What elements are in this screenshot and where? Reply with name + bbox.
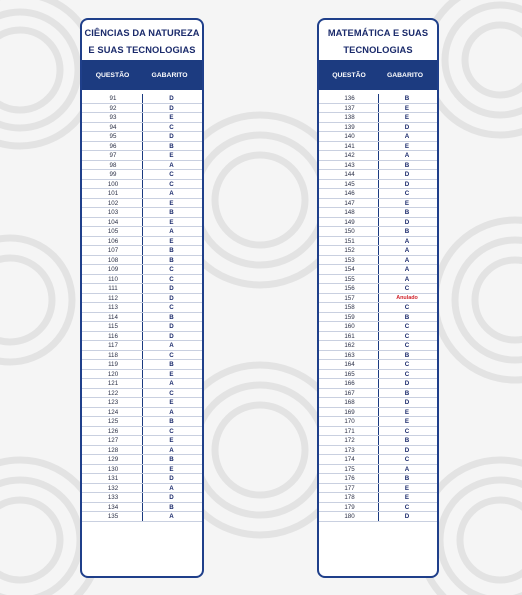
answer-letter: E — [142, 199, 202, 208]
title-line-1: CIÊNCIAS DA NATUREZA — [84, 28, 200, 38]
question-number: 97 — [109, 152, 117, 159]
answer-letter: E — [142, 151, 202, 160]
question-number: 110 — [108, 275, 118, 283]
table-row — [319, 142, 437, 152]
answer-letter: C — [142, 389, 202, 398]
answer-letter: B — [142, 455, 202, 464]
answer-letter: E — [378, 142, 437, 151]
table-header — [82, 60, 202, 90]
table-row — [82, 161, 202, 171]
question-number: 115 — [108, 323, 118, 330]
table-row — [82, 360, 202, 370]
answer-table-body — [319, 94, 437, 522]
question-number: 165 — [344, 370, 355, 378]
answer-letter: D — [142, 94, 202, 103]
question-number: 103 — [107, 209, 119, 216]
question-number: 134 — [107, 503, 119, 511]
answer-letter: D — [142, 474, 202, 483]
question-number: 92 — [109, 104, 117, 112]
annulled-answer: Anulado — [378, 294, 437, 303]
answer-letter: C — [142, 275, 202, 284]
table-row — [82, 265, 202, 275]
question-number: 152 — [344, 247, 355, 254]
answer-letter: D — [378, 512, 437, 521]
answer-letter: D — [378, 446, 437, 455]
table-row — [82, 284, 202, 294]
answer-letter: E — [142, 398, 202, 407]
table-row — [319, 446, 437, 456]
table-row — [82, 398, 202, 408]
answer-letter: C — [378, 427, 437, 436]
question-number: 142 — [344, 152, 355, 159]
question-number: 159 — [344, 313, 355, 321]
question-number: 106 — [107, 237, 119, 245]
answer-letter: B — [142, 313, 202, 322]
table-row — [319, 370, 437, 380]
table-row — [319, 256, 437, 266]
question-number: 112 — [108, 294, 118, 302]
table-row — [319, 360, 437, 370]
answer-letter: B — [142, 256, 202, 265]
answer-letter: E — [142, 370, 202, 379]
table-row — [82, 322, 202, 332]
answer-letter: B — [142, 417, 202, 426]
answer-letter: C — [378, 332, 437, 341]
table-row — [82, 142, 202, 152]
question-number: 149 — [344, 218, 355, 226]
question-number: 126 — [107, 427, 119, 435]
answer-letter: E — [378, 113, 437, 122]
question-number: 160 — [344, 323, 355, 330]
answer-letter: C — [378, 455, 437, 464]
answer-letter: C — [142, 170, 202, 179]
column-header-questao: QUESTÃO — [332, 71, 366, 79]
question-number: 96 — [109, 142, 117, 150]
table-row — [319, 332, 437, 342]
answer-letter: B — [378, 351, 437, 360]
question-number: 116 — [108, 332, 118, 340]
answer-letter: B — [378, 161, 437, 170]
question-number: 155 — [344, 275, 355, 283]
answer-letter: A — [378, 265, 437, 274]
question-number: 138 — [344, 114, 355, 121]
table-row — [319, 313, 437, 323]
question-number: 132 — [107, 484, 119, 492]
table-row — [82, 113, 202, 123]
question-number: 105 — [107, 228, 119, 235]
table-row — [319, 417, 437, 427]
question-number: 93 — [109, 114, 117, 121]
table-row — [82, 341, 202, 351]
table-row — [319, 123, 437, 133]
answer-letter: E — [142, 436, 202, 445]
answer-letter: A — [142, 189, 202, 198]
table-row — [319, 408, 437, 418]
question-number: 176 — [344, 475, 355, 482]
question-number: 172 — [344, 437, 355, 444]
table-row — [82, 351, 202, 361]
answer-letter: C — [378, 303, 437, 312]
table-row — [82, 151, 202, 161]
answer-letter: A — [378, 275, 437, 284]
answer-letter: D — [378, 170, 437, 179]
question-number: 175 — [344, 465, 355, 473]
question-number: 98 — [109, 161, 117, 169]
table-row — [82, 218, 202, 228]
table-row — [319, 189, 437, 199]
answer-letter: C — [378, 322, 437, 331]
question-number: 100 — [107, 180, 119, 188]
question-number: 164 — [344, 361, 355, 368]
question-number: 177 — [344, 484, 355, 492]
answer-letter: E — [142, 218, 202, 227]
table-row — [319, 474, 437, 484]
ciencias-natureza-answer-card — [80, 18, 204, 578]
card-title — [82, 20, 202, 60]
question-number: 144 — [344, 171, 355, 178]
question-number: 147 — [344, 199, 355, 207]
answer-letter: E — [378, 493, 437, 502]
question-number: 128 — [107, 446, 119, 454]
answer-letter: B — [142, 360, 202, 369]
answer-letter: E — [142, 237, 202, 246]
answer-letter: A — [142, 379, 202, 388]
answer-letter: C — [142, 303, 202, 312]
table-row — [319, 379, 437, 389]
table-row — [319, 132, 437, 142]
table-row — [82, 237, 202, 247]
table-row — [82, 256, 202, 266]
answer-letter: B — [142, 246, 202, 255]
table-row — [319, 151, 437, 161]
answer-letter: C — [378, 189, 437, 198]
question-number: 178 — [344, 494, 355, 501]
answer-letter: B — [378, 313, 437, 322]
table-row — [319, 284, 437, 294]
table-row — [82, 180, 202, 190]
table-row — [82, 389, 202, 399]
table-row — [82, 313, 202, 323]
column-header-questao: QUESTÃO — [95, 71, 130, 79]
question-number: 145 — [344, 180, 355, 188]
answer-letter: A — [378, 256, 437, 265]
question-number: 136 — [344, 95, 355, 102]
question-number: 162 — [344, 342, 355, 349]
table-row — [82, 493, 202, 503]
question-number: 167 — [344, 389, 355, 397]
answer-letter: E — [142, 465, 202, 474]
question-number: 157 — [344, 294, 355, 302]
table-row — [319, 351, 437, 361]
table-row — [319, 389, 437, 399]
answer-letter: A — [142, 341, 202, 350]
title-line-1: MATEMÁTICA E SUAS — [327, 28, 429, 38]
answer-letter: A — [142, 484, 202, 493]
question-number: 109 — [107, 266, 119, 273]
question-number: 135 — [107, 513, 119, 520]
question-number: 174 — [344, 456, 355, 463]
table-row — [319, 341, 437, 351]
question-number: 154 — [344, 266, 355, 273]
answer-letter: A — [378, 132, 437, 141]
card-title — [319, 20, 437, 60]
answer-letter: C — [142, 351, 202, 360]
question-number: 150 — [344, 228, 355, 235]
table-row — [82, 332, 202, 342]
table-row — [319, 455, 437, 465]
table-row — [319, 227, 437, 237]
question-number: 179 — [344, 503, 355, 511]
answer-letter: E — [378, 199, 437, 208]
question-number: 158 — [344, 304, 355, 311]
question-number: 173 — [344, 446, 355, 454]
matematica-answer-card — [317, 18, 439, 578]
table-row — [82, 104, 202, 114]
question-number: 123 — [107, 399, 119, 406]
table-row — [319, 503, 437, 513]
table-row — [82, 408, 202, 418]
question-number: 107 — [107, 247, 119, 254]
table-row — [82, 294, 202, 304]
question-number: 127 — [107, 437, 119, 444]
question-number: 133 — [107, 494, 119, 501]
answer-letter: B — [378, 474, 437, 483]
answer-letter: D — [378, 379, 437, 388]
table-row — [82, 199, 202, 209]
table-row — [82, 94, 202, 104]
answer-letter: E — [378, 408, 437, 417]
table-row — [319, 246, 437, 256]
table-row — [319, 237, 437, 247]
table-row — [319, 493, 437, 503]
table-row — [319, 303, 437, 313]
question-number: 95 — [109, 133, 117, 140]
table-row — [319, 275, 437, 285]
answer-letter: A — [378, 465, 437, 474]
answer-letter: D — [142, 322, 202, 331]
answer-letter: D — [378, 123, 437, 132]
answer-letter: E — [142, 113, 202, 122]
answer-table-body — [82, 94, 202, 522]
table-row — [82, 512, 202, 522]
question-number: 143 — [344, 161, 355, 169]
question-number: 151 — [344, 237, 355, 245]
answer-letter: C — [142, 180, 202, 189]
question-number: 113 — [108, 304, 118, 311]
table-row — [82, 379, 202, 389]
answer-letter: D — [142, 132, 202, 141]
question-number: 114 — [108, 313, 118, 321]
answer-letter: C — [142, 427, 202, 436]
table-row — [319, 465, 437, 475]
question-number: 119 — [108, 361, 118, 368]
table-row — [319, 199, 437, 209]
table-row — [82, 446, 202, 456]
table-row — [319, 170, 437, 180]
answer-letter: B — [142, 503, 202, 512]
table-row — [82, 246, 202, 256]
answer-letter: C — [378, 503, 437, 512]
table-header — [319, 60, 437, 90]
question-number: 125 — [107, 418, 119, 425]
answer-letter: A — [378, 151, 437, 160]
question-number: 118 — [108, 351, 118, 359]
answer-letter: A — [142, 408, 202, 417]
column-header-gabarito: GABARITO — [386, 71, 424, 79]
table-row — [319, 322, 437, 332]
answer-letter: C — [142, 265, 202, 274]
question-number: 169 — [344, 408, 355, 416]
answer-letter: D — [378, 398, 437, 407]
table-row — [82, 370, 202, 380]
answer-letter: C — [378, 341, 437, 350]
answer-letter: D — [142, 493, 202, 502]
title-line-2: TECNOLOGIAS — [343, 45, 413, 55]
question-number: 108 — [107, 256, 119, 264]
answer-letter: B — [142, 208, 202, 217]
table-row — [82, 474, 202, 484]
answer-letter: D — [142, 104, 202, 113]
table-row — [319, 427, 437, 437]
question-number: 148 — [344, 209, 355, 216]
table-row — [82, 436, 202, 446]
table-row — [319, 94, 437, 104]
question-number: 104 — [107, 218, 119, 226]
table-row — [319, 113, 437, 123]
answer-letter: A — [142, 161, 202, 170]
question-number: 91 — [109, 95, 117, 102]
column-header-gabarito: GABARITO — [151, 71, 188, 79]
question-number: 180 — [344, 513, 355, 520]
table-row — [82, 503, 202, 513]
table-row — [82, 227, 202, 237]
answer-letter: C — [378, 370, 437, 379]
answer-letter: B — [378, 389, 437, 398]
answer-letter: B — [378, 227, 437, 236]
answer-letter: E — [378, 104, 437, 113]
table-row — [319, 104, 437, 114]
answer-letter: D — [378, 218, 437, 227]
answer-letter: C — [378, 284, 437, 293]
answer-letter: A — [142, 227, 202, 236]
question-number: 117 — [108, 342, 118, 349]
question-number: 102 — [107, 199, 119, 207]
table-row — [319, 208, 437, 218]
table-row — [82, 455, 202, 465]
title-line-2: E SUAS TECNOLOGIAS — [88, 45, 196, 55]
question-number: 122 — [107, 389, 119, 397]
answer-letter: D — [142, 332, 202, 341]
question-number: 130 — [107, 465, 119, 473]
question-number: 146 — [344, 190, 355, 197]
answer-letter: D — [142, 284, 202, 293]
table-row — [319, 484, 437, 494]
question-number: 140 — [344, 133, 355, 140]
table-row — [319, 265, 437, 275]
table-row — [82, 484, 202, 494]
table-row — [82, 275, 202, 285]
table-row — [82, 170, 202, 180]
question-number: 161 — [344, 332, 355, 340]
question-number: 94 — [109, 123, 117, 131]
question-number: 168 — [344, 399, 355, 406]
answer-letter: E — [378, 484, 437, 493]
table-row — [82, 123, 202, 133]
answer-letter: A — [142, 512, 202, 521]
table-row — [319, 436, 437, 446]
table-row — [319, 218, 437, 228]
table-row — [82, 132, 202, 142]
answer-letter: C — [142, 123, 202, 132]
question-number: 141 — [344, 142, 355, 150]
answer-letter: D — [378, 180, 437, 189]
question-number: 137 — [344, 104, 355, 112]
answer-letter: B — [378, 208, 437, 217]
answer-letter: A — [142, 446, 202, 455]
question-number: 129 — [107, 456, 119, 463]
question-number: 120 — [107, 370, 119, 378]
answer-letter: B — [378, 436, 437, 445]
answer-letter: C — [378, 360, 437, 369]
question-number: 170 — [344, 418, 355, 425]
answer-letter: A — [378, 237, 437, 246]
question-number: 156 — [344, 285, 355, 292]
table-row — [82, 465, 202, 475]
answer-letter: B — [142, 142, 202, 151]
question-number: 171 — [344, 427, 355, 435]
table-row — [319, 161, 437, 171]
answer-letter: B — [378, 94, 437, 103]
table-row — [319, 398, 437, 408]
answer-letter: A — [378, 246, 437, 255]
table-row — [319, 180, 437, 190]
question-number: 163 — [344, 351, 355, 359]
table-row — [82, 208, 202, 218]
table-row — [82, 427, 202, 437]
question-number: 131 — [107, 475, 119, 482]
table-row — [82, 417, 202, 427]
question-number: 124 — [107, 408, 119, 416]
table-row — [82, 303, 202, 313]
table-row — [319, 512, 437, 522]
question-number: 153 — [344, 256, 355, 264]
question-number: 139 — [344, 123, 355, 131]
question-number: 166 — [344, 380, 355, 387]
table-row — [319, 294, 437, 304]
question-number: 121 — [107, 380, 119, 387]
question-number: 101 — [107, 190, 119, 197]
answer-letter: D — [142, 294, 202, 303]
table-row — [82, 189, 202, 199]
answer-letter: E — [378, 417, 437, 426]
question-number: 99 — [109, 171, 117, 178]
question-number: 111 — [108, 285, 118, 292]
